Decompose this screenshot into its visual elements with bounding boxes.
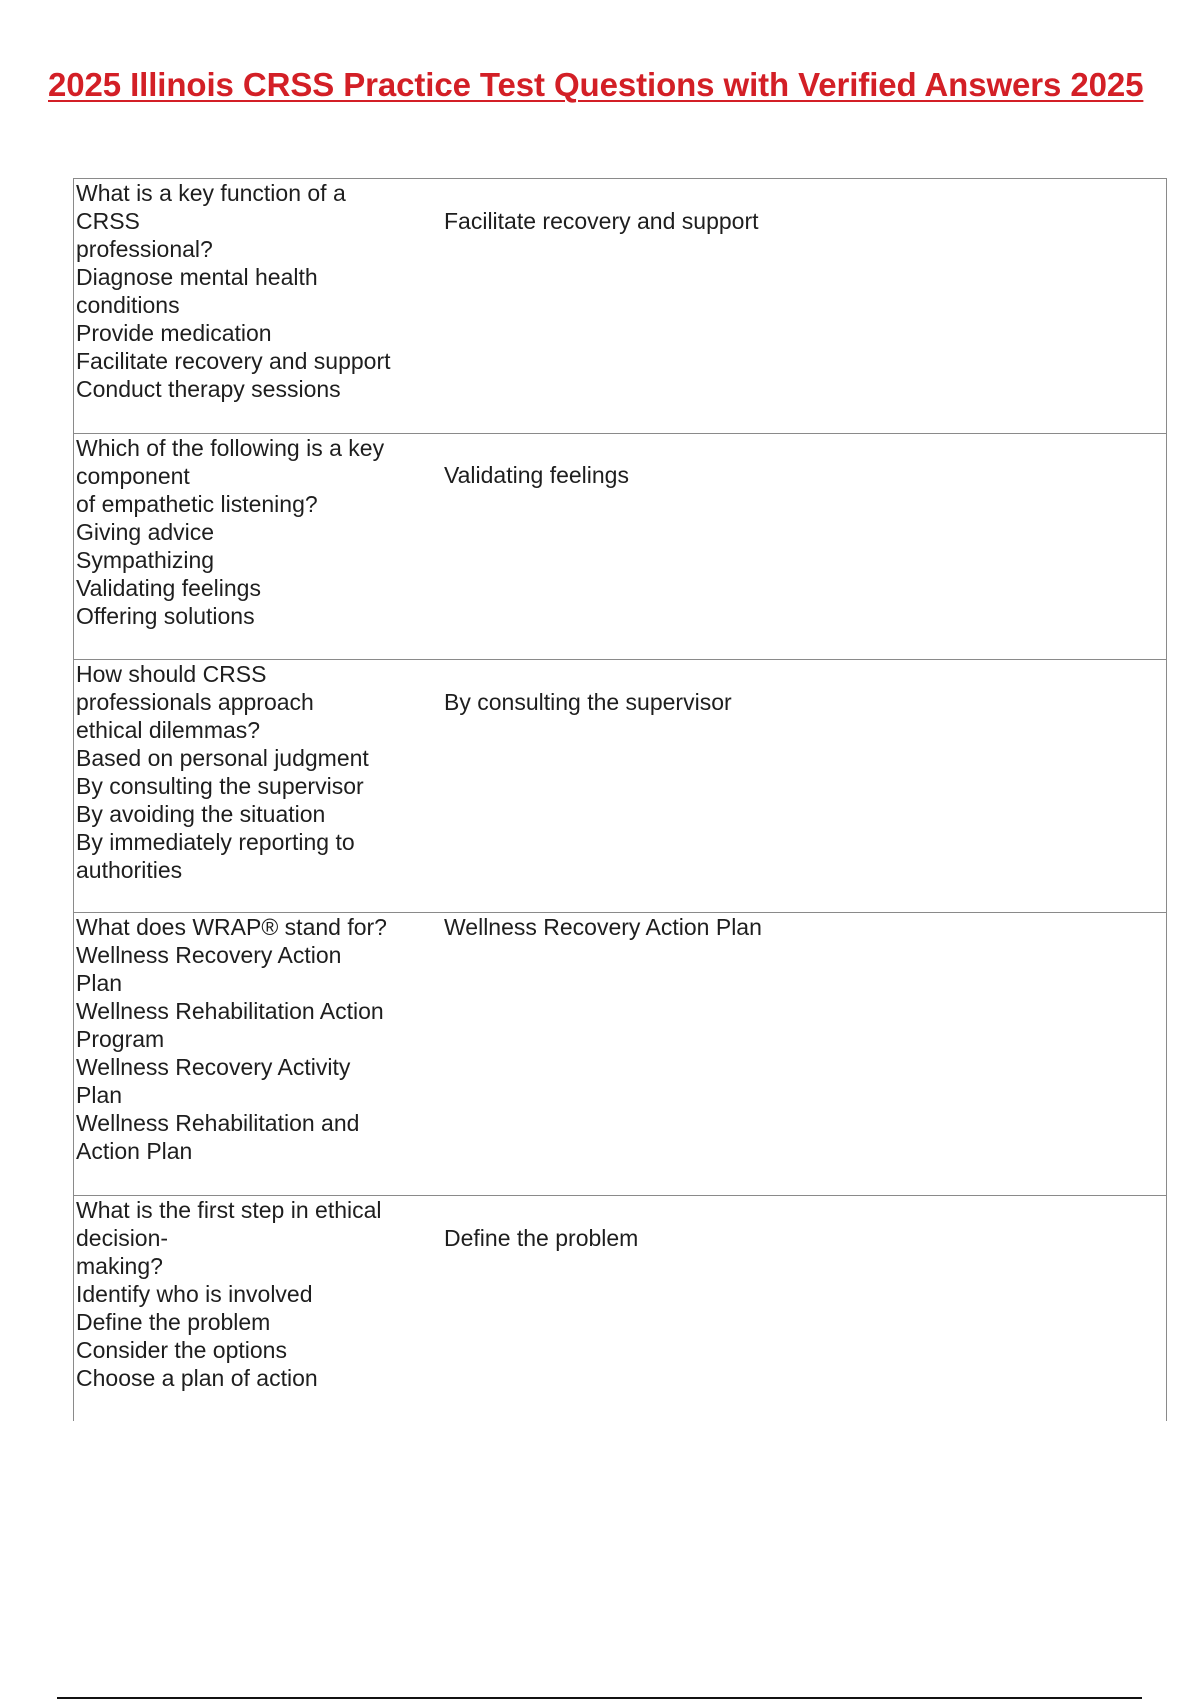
answer-cell: Define the problem [444,1225,639,1251]
table-row [74,434,1166,660]
question-line: Offering solutions [76,603,255,629]
question-cell [76,1196,411,1392]
question-cell [76,913,411,1165]
question-line: of empathetic listening? [76,491,318,517]
document-title: 2025 Illinois CRSS Practice Test Questions with Verified Answers 2025 [48,66,1144,103]
question-line: Plan [76,970,123,996]
question-line: Action Plan [76,1138,193,1164]
answer-cell: Validating feelings [444,462,629,488]
question-cell [76,179,411,403]
question-line: authorities [76,857,183,883]
question-line: CRSS [76,208,140,234]
qa-table [73,178,1167,1421]
question-line: Diagnose mental health [76,264,318,290]
table-row [74,913,1166,1196]
question-line: Which of the following is a key [76,435,385,461]
question-line: By consulting the supervisor [76,773,364,799]
question-line: Provide medication [76,320,272,346]
question-line: By avoiding the situation [76,801,326,827]
question-line: By immediately reporting to [76,829,355,855]
question-line: Validating feelings [76,575,261,601]
question-line: What is the first step in ethical [76,1197,382,1223]
question-cell [76,434,411,630]
question-line: Facilitate recovery and support [76,348,391,374]
question-line: conditions [76,292,180,318]
table-row [74,179,1166,434]
question-line: How should CRSS [76,661,267,687]
question-line: Sympathizing [76,547,215,573]
question-line: component [76,463,190,489]
footer-divider [57,1697,1142,1699]
question-line: Consider the options [76,1337,287,1363]
question-line: Choose a plan of action [76,1365,318,1391]
table-row [74,660,1166,913]
question-line: Identify who is involved [76,1281,313,1307]
question-line: professional? [76,236,213,262]
question-line: Giving advice [76,519,215,545]
question-line: Define the problem [76,1309,271,1335]
question-line: Wellness Recovery Activity [76,1054,351,1080]
answer-cell: Facilitate recovery and support [444,208,759,234]
answer-cell: By consulting the supervisor [444,689,732,715]
question-line: Wellness Rehabilitation Action [76,998,384,1024]
question-line: Based on personal judgment [76,745,369,771]
question-line: decision- [76,1225,169,1251]
question-line: What is a key function of a [76,180,346,206]
question-line: Program [76,1026,165,1052]
question-line: Wellness Recovery Action [76,942,342,968]
table-row [74,1196,1166,1421]
question-line: Conduct therapy sessions [76,376,341,402]
answer-cell: Wellness Recovery Action Plan [444,914,762,940]
question-line: Plan [76,1082,123,1108]
question-line: What does WRAP® stand for? [76,914,387,940]
question-cell [76,660,411,884]
question-line: making? [76,1253,163,1279]
question-line: Wellness Rehabilitation and [76,1110,360,1136]
question-line: professionals approach [76,689,314,715]
question-line: ethical dilemmas? [76,717,261,743]
